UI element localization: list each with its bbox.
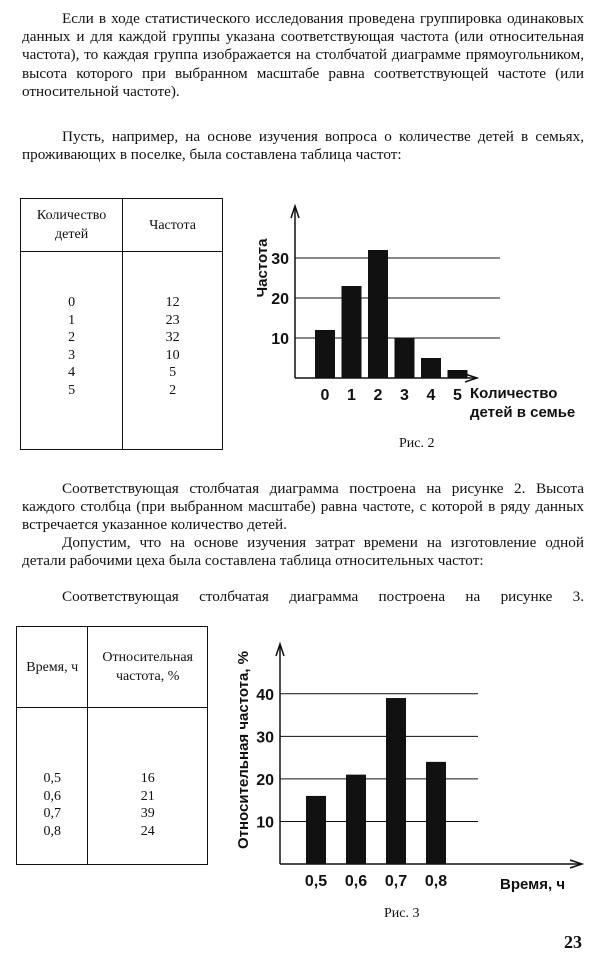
frequency-column — [123, 252, 223, 450]
table-cell: 0 — [68, 295, 76, 310]
table-cell: 2 — [68, 330, 76, 345]
time-header: Время, ч — [17, 627, 88, 708]
y-tick-label: 30 — [271, 251, 289, 268]
bar — [448, 370, 468, 378]
table-cell: 24 — [140, 823, 155, 839]
relative-frequency-header: Относительная частота, % — [88, 627, 208, 708]
table-cell: 3 — [68, 347, 76, 363]
table-cell: 2 — [169, 382, 177, 398]
table-cell: 4 — [68, 365, 76, 380]
y-axis-label: Частота — [254, 238, 271, 298]
bar — [386, 698, 406, 864]
bar — [306, 796, 326, 864]
table-cell: 10 — [165, 347, 180, 363]
y-tick-label: 40 — [256, 686, 274, 704]
paragraph-example-children: Пусть, например, на основе изучения вопроса о количестве детей в семьях, проживающих в поселке, была составлена таблица частот: — [22, 128, 584, 164]
x-tick-label: 0,5 — [304, 873, 328, 890]
table-cell: 12 — [165, 295, 180, 310]
children-count-header: Количество детей — [21, 199, 123, 252]
x-tick-label: 0,7 — [384, 873, 408, 890]
table-cell: 39 — [140, 806, 155, 821]
frequency-header: Частота — [123, 199, 223, 252]
bar — [315, 330, 335, 378]
table-cell: 0,5 — [43, 771, 61, 786]
x-tick-label: 5 — [453, 387, 462, 404]
x-tick-label: 4 — [426, 387, 436, 404]
table-cell: 32 — [165, 330, 180, 345]
x-tick-label: 0,8 — [424, 873, 448, 890]
x-tick-label: 0,6 — [344, 873, 368, 890]
bar — [342, 286, 362, 378]
caption-fig3: Рис. 3 — [384, 906, 420, 921]
relative-frequency-column — [88, 708, 208, 865]
children-frequency-table — [20, 198, 223, 450]
y-axis-label: Относительная частота, % — [235, 650, 252, 850]
paragraph-fig3-ref: Соответствующая столбчатая диаграмма построена на рисунке 3. — [62, 588, 584, 605]
bar — [346, 775, 366, 864]
table-cell: 0,6 — [43, 788, 61, 804]
chart-fig3-time — [228, 620, 590, 902]
y-tick-label: 20 — [256, 771, 274, 789]
table-cell: 23 — [165, 312, 180, 328]
bar — [421, 358, 441, 378]
x-tick-label: 2 — [373, 387, 383, 404]
x-axis-label: Время, ч — [500, 876, 566, 893]
y-tick-label: 30 — [256, 729, 274, 747]
paragraph-intro: Если в ходе статистического исследования проведена группировка одинаковых данных и для каждой группы указана соответствующая частота (или относительная частота), то каждая группа изображается на столбчатой диаграмме прямоугольником, высота которого при выбранном масштабе равна соответствующей частоте (или относительной частоте). — [22, 10, 584, 100]
table-cell: 0,8 — [43, 823, 61, 839]
x-axis-label: Количество — [470, 385, 558, 402]
time-column — [17, 708, 88, 865]
table-cell: 5 — [68, 382, 76, 398]
caption-fig2: Рис. 2 — [399, 436, 435, 451]
page-number: 23 — [564, 932, 582, 952]
table-cell: 1 — [68, 312, 76, 328]
x-tick-label: 3 — [400, 387, 409, 404]
table-cell: 21 — [140, 788, 155, 804]
table-cell: 5 — [169, 365, 177, 380]
paragraph-example-time: Допустим, что на основе изучения затрат времени на изготовление одной детали рабочими цеха была составлена таблица относительных частот: — [22, 534, 584, 570]
bar — [426, 762, 446, 864]
chart-fig2-children — [245, 190, 600, 430]
paragraph-chart-explained: Соответствующая столбчатая диаграмма построена на рисунке 2. Высота каждого столбца (при выбранном масштабе) равна частоте, с которой в ряду данных встречается указанное количество детей. — [22, 480, 584, 534]
bar — [368, 250, 388, 378]
table-cell: 16 — [140, 771, 155, 786]
y-tick-label: 10 — [256, 814, 274, 832]
x-axis-label: детей в семье — [470, 404, 576, 421]
x-tick-label: 1 — [347, 387, 356, 404]
children-count-column — [21, 252, 123, 450]
x-tick-label: 0 — [320, 387, 330, 404]
table-cell: 0,7 — [43, 806, 61, 821]
y-tick-label: 20 — [271, 291, 289, 308]
time-relative-frequency-table — [16, 626, 208, 865]
y-tick-label: 10 — [271, 331, 289, 348]
bar — [395, 338, 415, 378]
